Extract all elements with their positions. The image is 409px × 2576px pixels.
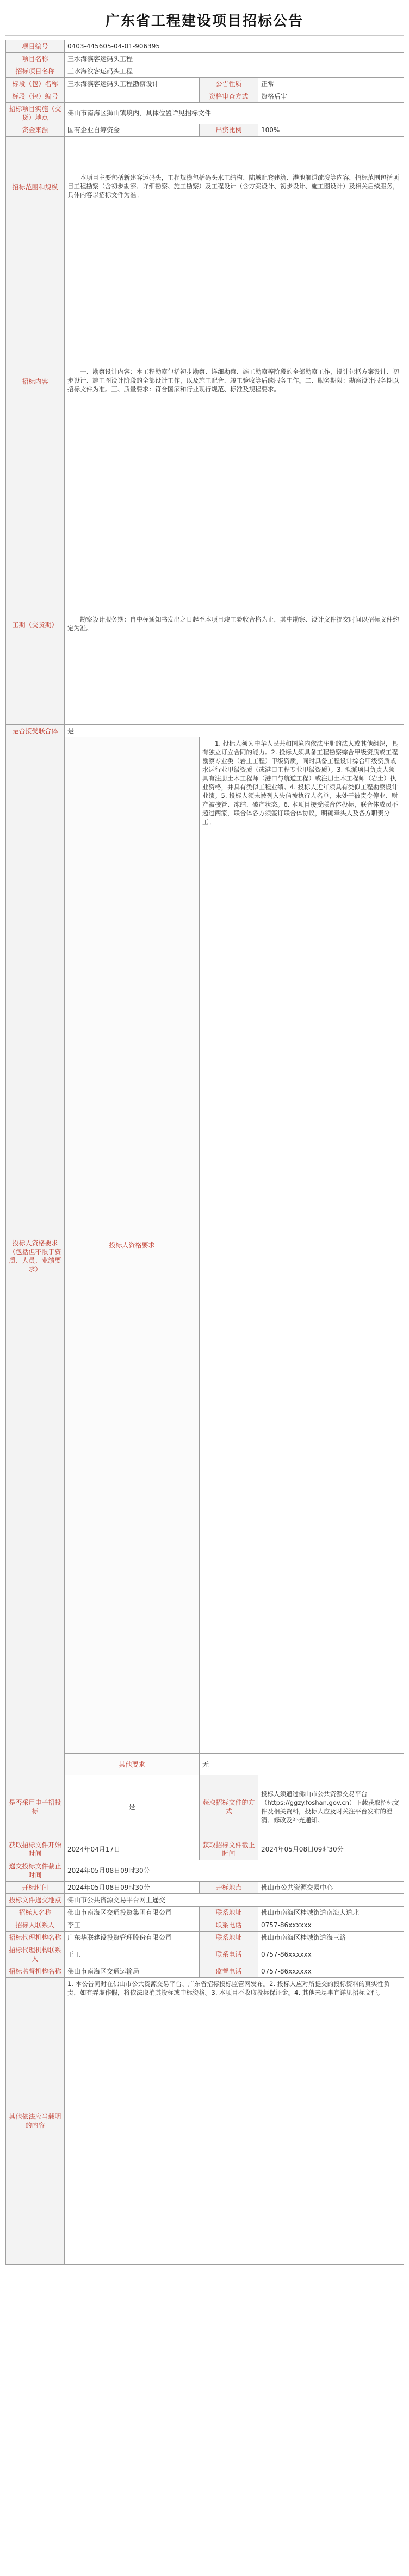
doc-start-value: 2024年04月17日 [65,1839,200,1860]
doc-end-label: 获取招标文件截止时间 [200,1839,258,1860]
tender-name-label: 标段（包）名称 [6,78,65,90]
tenderer-contact-value: 李工 [65,1919,200,1932]
other-label: 其他依法应当载明的内容 [6,1978,65,2265]
row-scale [6,137,404,238]
agent-label: 招标代理机构名称 [6,1932,65,1944]
supervisor-phone-value: 0757-86xxxxxx [258,1965,404,1978]
row-funding [6,124,404,137]
doc-start-label: 获取招标文件开始时间 [6,1839,65,1860]
row-location [6,103,404,124]
agent-phone-value: 0757-86xxxxxx [258,1944,404,1965]
scale-label: 招标范围和规模 [6,137,65,238]
announcement-page [5,0,404,2276]
other-paragraph: 1. 本公告同时在佛山市公共资源交易平台、广东省招标投标监管网发布。2. 投标人应对所提交的投标资料的真实性负责，如有弄虚作假，将依法取消其投标或中标资格。3. 本项目不收取投标保证金。4. 其他未尽事宜详见招标文件。 [67,1980,390,1996]
opening-time-label: 开标时间 [6,1882,65,1894]
page-title: 广东省工程建设项目招标公告 [105,13,303,29]
supervisor-label: 招标监督机构名称 [6,1965,65,1978]
tenderer-address-label: 联系地址 [200,1907,258,1919]
project-no-label: 项目编号 [6,40,65,53]
row-agent [6,1932,404,1944]
tenderer-address-value: 佛山市南海区桂城街道南海大道北 [258,1907,404,1919]
tenderer-contact-label: 招标人联系人 [6,1919,65,1932]
bid-no-label: 标段（包）编号 [6,90,65,103]
doc-end-value: 2024年05月08日09时30分 [258,1839,404,1860]
row-supervisor [6,1965,404,1978]
funding-ratio-label: 出资比例 [200,124,258,137]
row-tenderer-contact [6,1919,404,1932]
row-other [6,1978,404,2265]
row-tenderer [6,1907,404,1919]
project-name-value: 三水海滨客运码头工程 [65,53,404,65]
opening-time-value: 2024年05月08日09时30分 [65,1882,200,1894]
review-method-label: 资格审查方式 [200,90,258,103]
supervisor-value: 佛山市南海区交通运输局 [65,1965,200,1978]
tenderer-phone-label: 联系电话 [200,1919,258,1932]
row-package-name [6,65,404,78]
content-label: 招标内容 [6,238,65,525]
qualification-other-value: 无 [200,1754,404,1775]
qualification-text [200,737,404,1754]
package-name-label: 招标项目名称 [6,65,65,78]
tenderer-value: 佛山市南海区交通投资集团有限公司 [65,1907,200,1919]
opening-place-label: 开标地点 [200,1882,258,1894]
row-doc-time [6,1839,404,1860]
qualification-label: 投标人资格要求（包括但不限于资质、人员、业绩要求） [6,737,65,1775]
row-agent-contact [6,1944,404,1965]
location-value: 佛山市南海区狮山镇境内，具体位置详见招标文件 [65,103,404,124]
row-bid-no [6,90,404,103]
review-method-value: 资格后审 [258,90,404,103]
row-project-no [6,40,404,53]
scale-paragraph: 本项目主要包括新建客运码头，工程规模包括码头水工结构、陆域配套建筑、港池航道疏浚等内容，招标范围包括项目工程勘察（含初步勘察、详细勘察、施工勘察）及工程设计（含方案设计、初步设计、施工图设计）及相关后续服务，具体内容以招标文件为准。 [67,173,399,199]
qualification-sub-label: 投标人资格要求 [65,737,200,1754]
bid-deadline-value: 2024年05月08日09时30分 [65,1860,404,1882]
agent-contact-label: 招标代理机构联系人 [6,1944,65,1965]
notice-type-label: 公告性质 [200,78,258,90]
ebid-value: 是 [65,1775,200,1839]
other-text [65,1978,404,2265]
row-submit-place [6,1894,404,1907]
qualification-other-label: 其他要求 [65,1754,200,1775]
agent-value: 广东华联建设投资管理股份有限公司 [65,1932,200,1944]
project-no-value: 0403-445605-04-01-906395 [65,40,404,53]
row-qualification [6,737,404,1754]
row-content [6,238,404,525]
location-label: 招标项目实施（交货）地点 [6,103,65,124]
row-qualification-other [6,1754,404,1775]
package-name-value: 三水海滨客运码头工程 [65,65,404,78]
duration-paragraph: 勘察设计服务期：自中标通知书发出之日起至本项目竣工验收合格为止，其中勘察、设计文件提交时间以招标文件约定为准。 [67,615,399,632]
tenderer-label: 招标人名称 [6,1907,65,1919]
qualification-paragraph: 1. 投标人须为中华人民共和国境内依法注册的法人或其他组织，具有独立订立合同的能力。2. 投标人须具备工程勘察综合甲级资质或工程勘察专业类（岩土工程）甲级资质，同时具备工程设计综合甲级资质或水运行业甲级资质（或港口工程专业甲级资质）。3. 拟派项目负责人须具有注册土木工程师（港口与航道工程）或注册土木工程师（岩土）执业资格，并具有类似工程业绩。4. 投标人近年须具有类似工程勘察设计业绩。5. 投标人须未被列入失信被执行人名单，未处于被责令停业、财产被接管、冻结、破产状态。6. 本项目接受联合体投标，联合体成员不超过两家，联合体各方须签订联合体协议，明确牵头人及各方职责分工。 [202,740,398,826]
tenderer-phone-value: 0757-86xxxxxx [258,1919,404,1932]
submit-place-value: 佛山市公共资源交易平台网上递交 [65,1894,404,1907]
submit-place-label: 投标文件递交地点 [6,1894,65,1907]
row-tender-name [6,78,404,90]
bid-deadline-label: 递交投标文件截止时间 [6,1860,65,1882]
funding-ratio-value: 100% [258,124,404,137]
supervisor-phone-label: 监督电话 [200,1965,258,1978]
row-project-name [6,53,404,65]
project-name-label: 项目名称 [6,53,65,65]
notice-type-value: 正常 [258,78,404,90]
duration-label: 工期（交货期） [6,525,65,725]
row-opening [6,1882,404,1894]
agent-address-value: 佛山市南海区桂城街道海三路 [258,1932,404,1944]
consortium-label: 是否接受联合体 [6,725,65,737]
scale-text [65,137,404,238]
tender-name-value: 三水海滨客运码头工程勘察设计 [65,78,200,90]
opening-place-value: 佛山市公共资源交易中心 [258,1882,404,1894]
agent-contact-value: 王工 [65,1944,200,1965]
funding-label: 资金来源 [6,124,65,137]
duration-text [65,525,404,725]
bid-no-value [65,90,200,103]
agent-address-label: 联系地址 [200,1932,258,1944]
title-divider [5,35,404,36]
funding-value: 国有企业自筹资金 [65,124,200,137]
agent-phone-label: 联系电话 [200,1944,258,1965]
doc-method-label: 获取招标文件的方式 [200,1775,258,1839]
content-paragraph: 一、勘察设计内容：本工程勘察包括初步勘察、详细勘察、施工勘察等阶段的全部勘察工作，设计包括方案设计、初步设计、施工图设计阶段的全部设计工作，以及施工配合、竣工验收等后续服务工作。二、服务期限：勘察设计服务期以招标文件为准。三、质量要求：符合国家和行业现行规范、标准及规程要求。 [67,367,399,393]
content-text [65,238,404,525]
row-bid-deadline [6,1860,404,1882]
row-ebid [6,1775,404,1839]
announcement-table [5,40,404,2265]
row-duration [6,525,404,725]
doc-method-value: 投标人须通过佛山市公共资源交易平台（https://ggzy.foshan.gov.cn）下载获取招标文件及相关资料，投标人应及时关注平台发布的澄清、修改及补充通知。 [258,1775,404,1839]
ebid-label: 是否采用电子招投标 [6,1775,65,1839]
row-consortium [6,725,404,737]
consortium-value: 是 [65,725,404,737]
